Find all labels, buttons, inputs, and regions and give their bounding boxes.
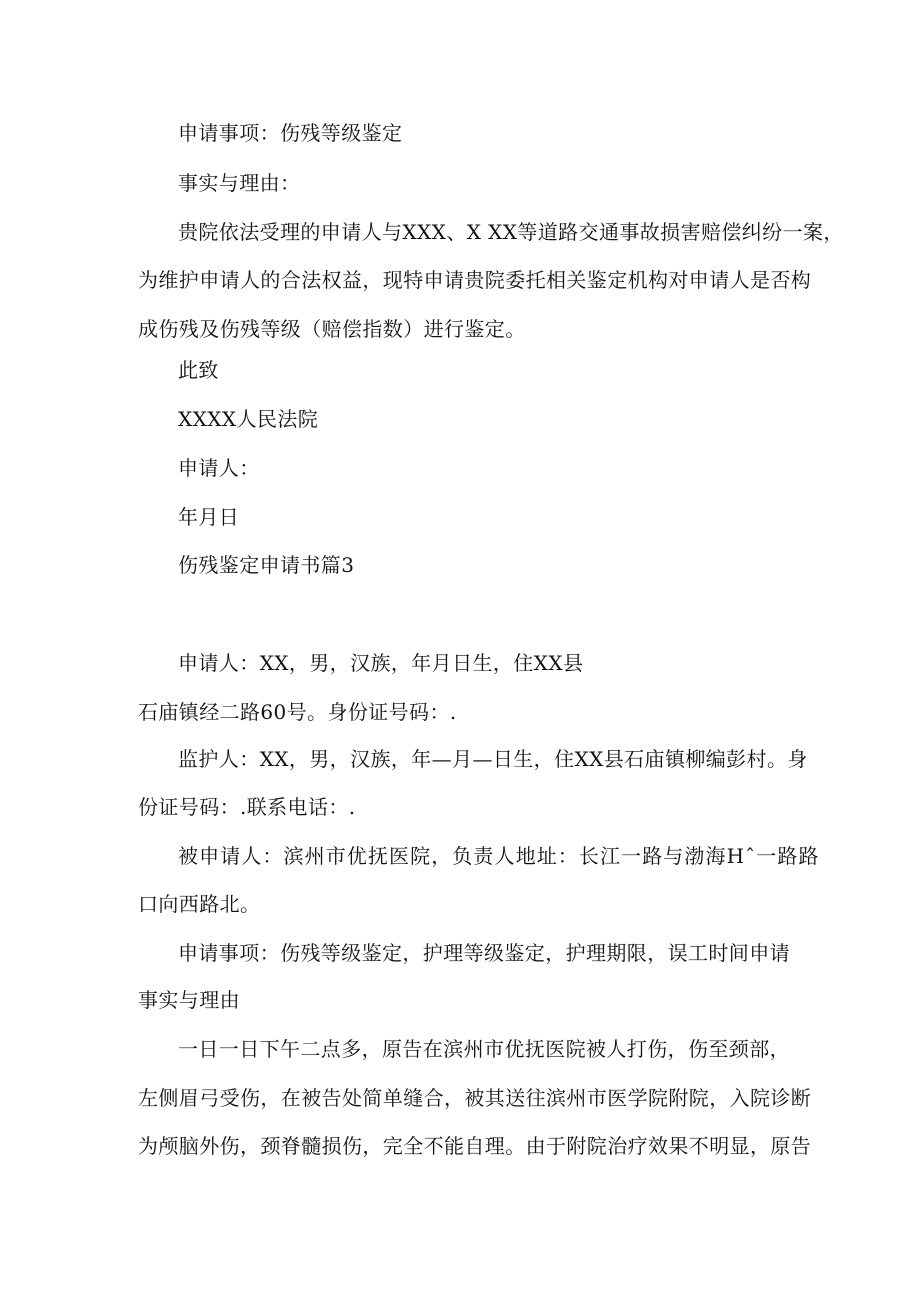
paragraph-facts-heading: 事实与理由：	[178, 171, 301, 195]
paragraph-application-matter: 申请事项：伤残等级鉴定	[178, 121, 403, 145]
paragraph-court-name: XXXX人民法院	[178, 407, 319, 431]
paragraph-applicant-signature: 申请人：	[178, 456, 260, 480]
paragraph-line: 成伤残及伤残等级（赔偿指数）进行鉴定。	[138, 317, 526, 341]
paragraph-line: 监护人：XX，男，汉族，年—月—日生，住XX县石庙镇柳编彭村。身	[178, 747, 808, 771]
paragraph-line: 石庙镇经二路60号。身份证号码：.	[138, 700, 457, 724]
paragraph-line: 为维护申请人的合法权益，现特申请贵院委托相关鉴定机构对申请人是否构	[138, 268, 812, 292]
paragraph-line: 一日一日下午二点多，原告在滨州市优抚医院被人打伤，伤至颈部，	[178, 1037, 790, 1061]
paragraph-line: 申请事项：伤残等级鉴定，护理等级鉴定，护理期限，误工时间申请	[178, 941, 790, 965]
paragraph-line: 申请人：XX，男，汉族，年月日生，住XX县	[178, 651, 584, 675]
paragraph-line: 口向西路北。	[138, 892, 261, 916]
paragraph-line: 左侧眉弓受伤，在被告处简单缝合，被其送往滨州市医学院附院，入院诊断	[138, 1086, 812, 1110]
paragraph-date: 年月日	[178, 505, 240, 529]
paragraph-line: 份证号码：.联系电话：.	[138, 795, 356, 819]
paragraph-line: 为颅脑外伤，颈脊髓损伤，完全不能自理。由于附院治疗效果不明显，原告	[138, 1134, 812, 1158]
section-title: 伤残鉴定申请书篇3	[178, 553, 355, 577]
paragraph-line: 贵院依法受理的申请人与XXX、X XX等道路交通事故损害赔偿纠纷一案，	[178, 220, 844, 244]
paragraph-line: 被申请人：滨州市优抚医院，负责人地址：长江一路与渤海Hˆ一路路	[178, 844, 820, 868]
paragraph-facts-heading-2: 事实与理由	[138, 988, 240, 1012]
paragraph-salutation: 此致	[178, 358, 219, 382]
